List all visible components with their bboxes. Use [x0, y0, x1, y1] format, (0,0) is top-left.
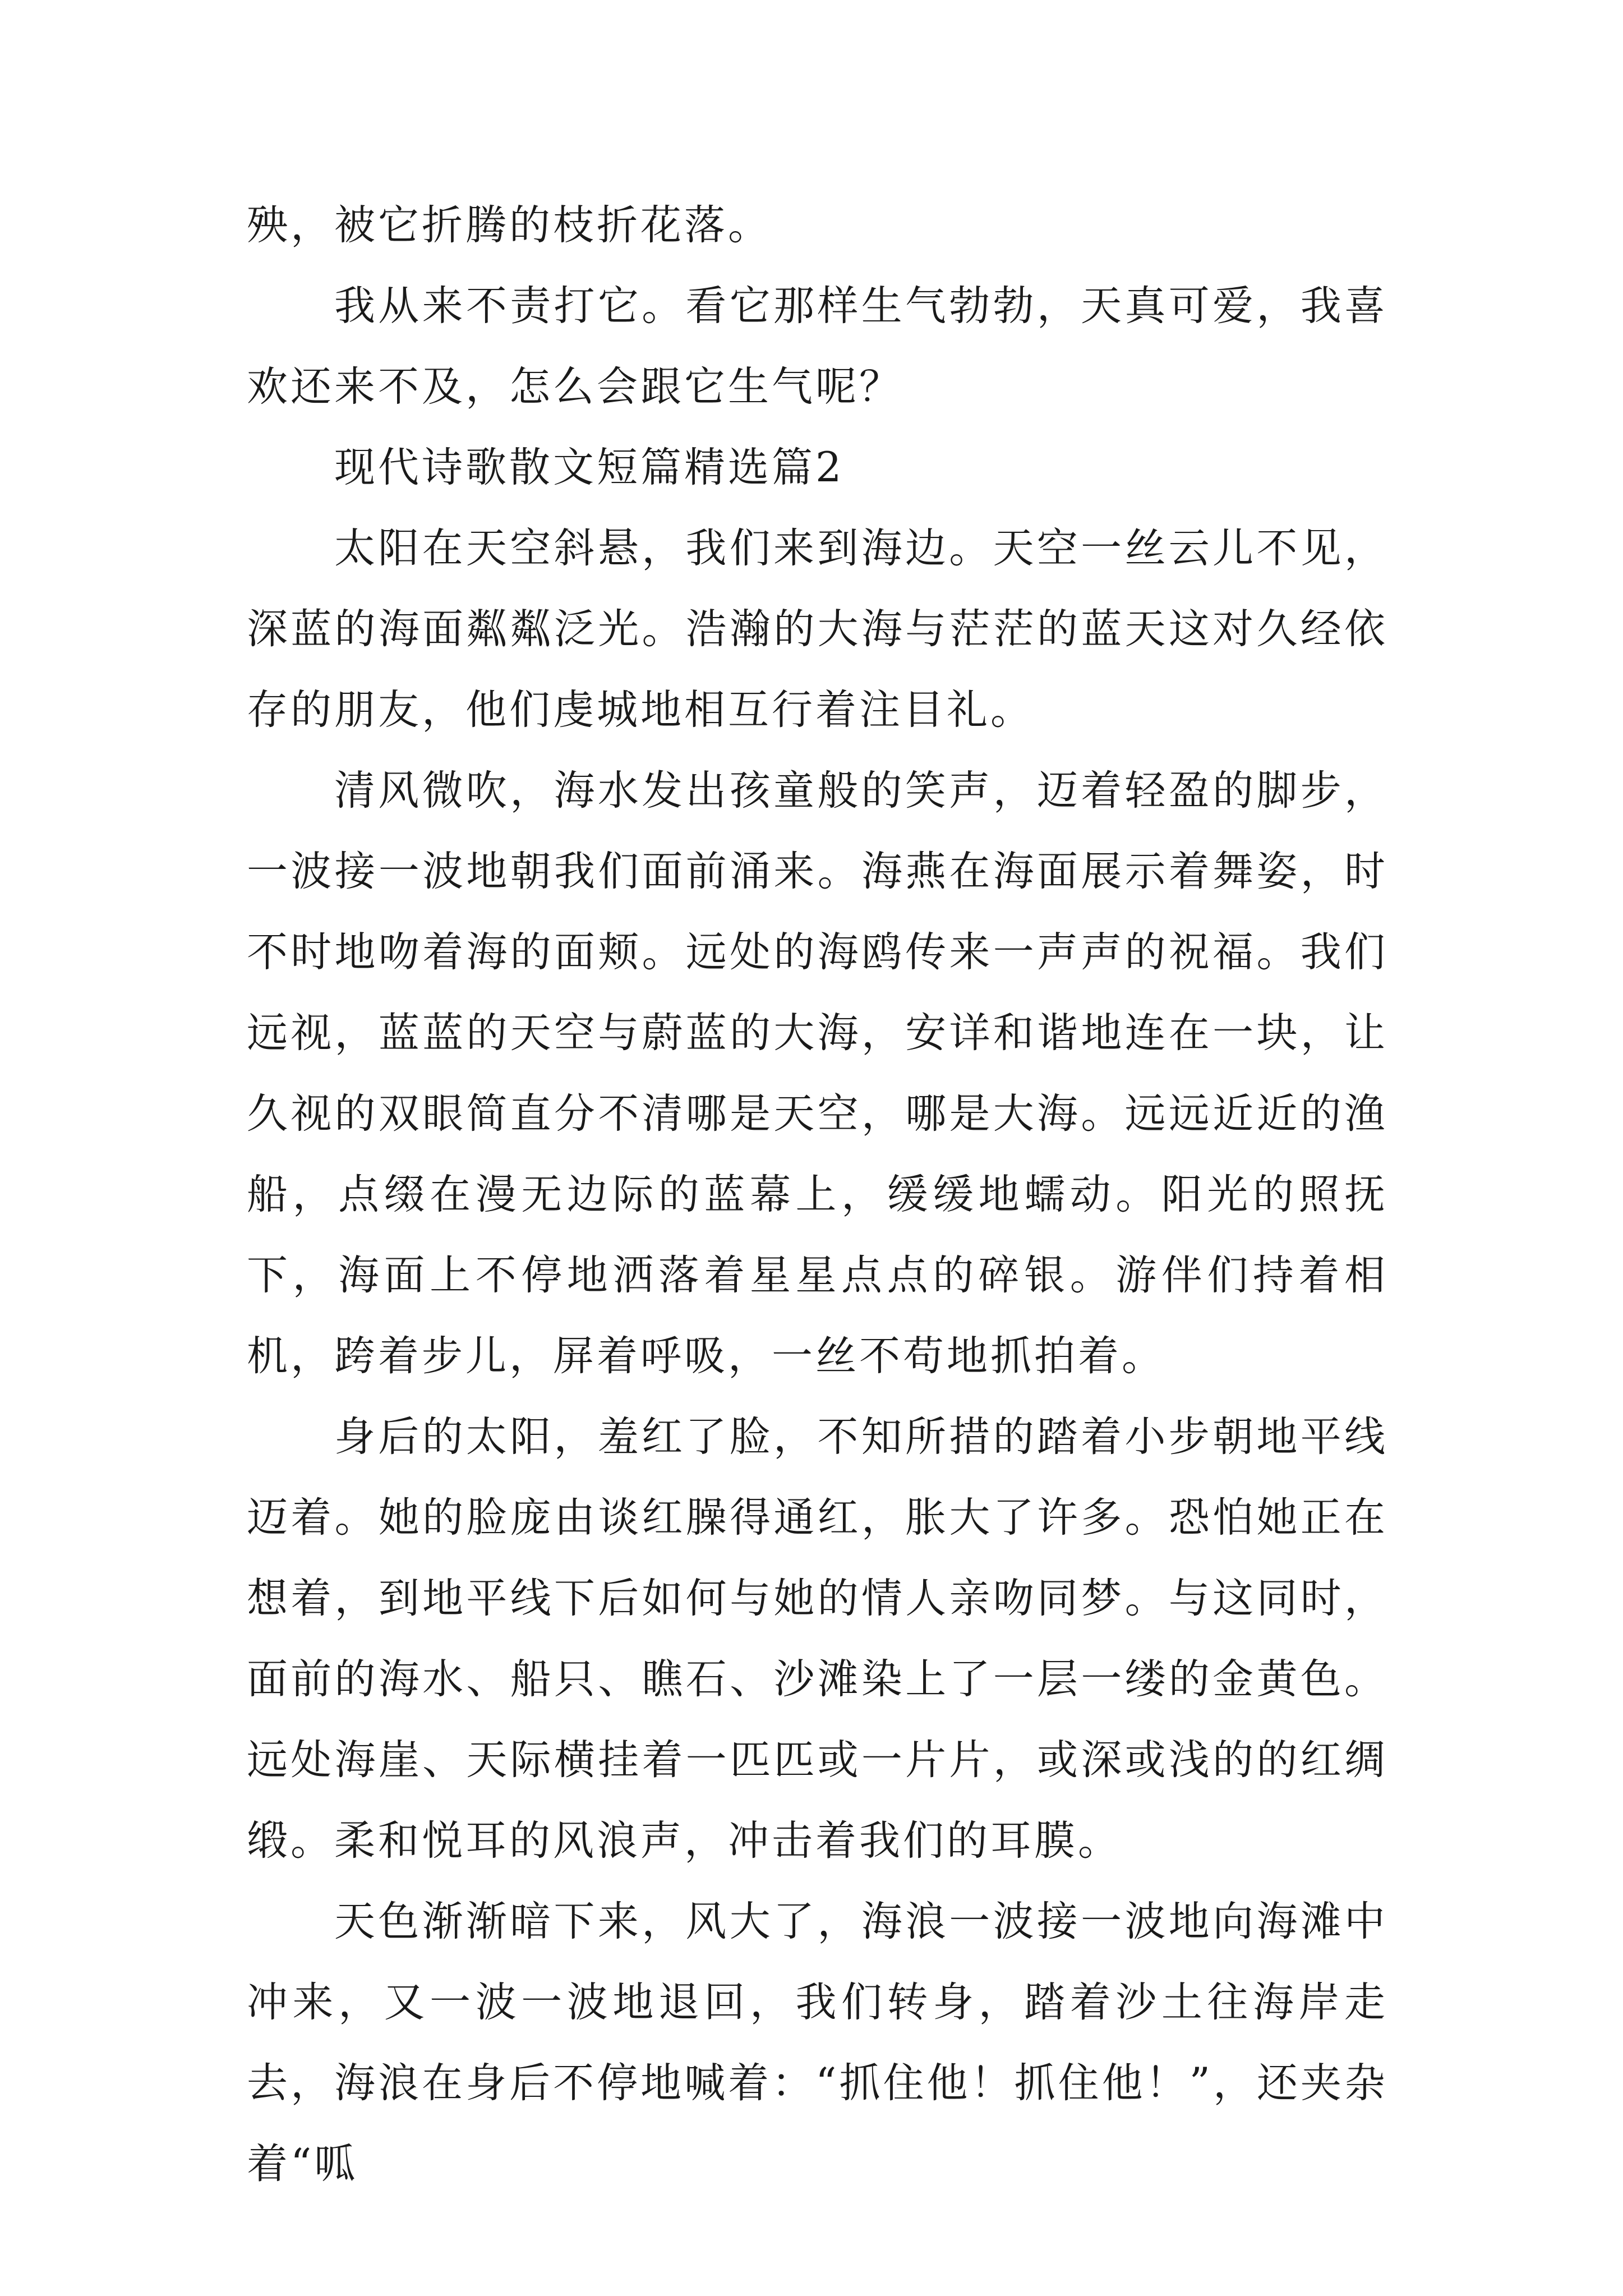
paragraph: 我从来不责打它。看它那样生气勃勃，天真可爱，我喜欢还来不及，怎么会跟它生气呢？ [247, 282, 1388, 411]
paragraph: 太阳在天空斜悬，我们来到海边。天空一丝云儿不见，深蓝的海面粼粼泛光。浩瀚的大海与茫茫的蓝天这对久经依存的朋友，他们虔城地相互行着注目礼。 [247, 524, 1388, 734]
document-body [247, 185, 1388, 2205]
section-heading: 现代诗歌散文短篇精选篇2 [334, 444, 845, 491]
paragraph: 天色渐渐暗下来，风大了，海浪一波接一波地向海滩中冲来，又一波一波地退回，我们转身，踏着沙土往海岸走去，海浪在身后不停地喊着：“抓住他！抓住他！”，还夹杂着“呱 [247, 1898, 1388, 2188]
paragraph: 身后的太阳，羞红了脸，不知所措的踏着小步朝地平线迈着。她的脸庞由谈红臊得通红，胀大了许多。恐怕她正在想着，到地平线下后如何与她的情人亲吻同梦。与这同时，面前的海水、船只、瞧石、沙滩染上了一层一缕的金黄色。远处海崖、天际横挂着一匹匹或一片片，或深或浅的的红绸缎。柔和悦耳的风浪声，冲击着我们的耳膜。 [247, 1413, 1388, 1865]
paragraph: 殃，被它折腾的枝折花落。 [247, 201, 772, 249]
paragraph: 清风微吹，海水发出孩童般的笑声，迈着轻盈的脚步，一波接一波地朝我们面前涌来。海燕在海面展示着舞姿，时不时地吻着海的面颊。远处的海鸥传来一声声的祝福。我们远视，蓝蓝的天空与蔚蓝的大海，安详和谐地连在一块，让久视的双眼简直分不清哪是天空，哪是大海。远远近近的渔船，点缀在漫无边际的蓝幕上，缓缓地蠕动。阳光的照抚下，海面上不停地洒落着星星点点的碎银。游伴们持着相机，跨着步儿，屏着呼吸，一丝不苟地抓拍着。 [247, 767, 1388, 1380]
